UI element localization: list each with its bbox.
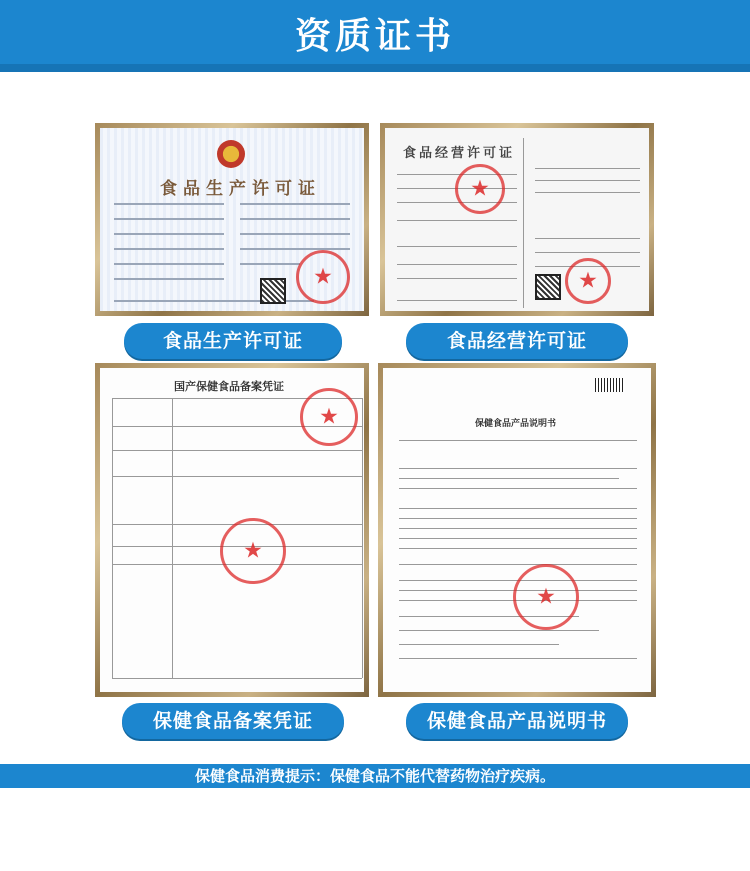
official-seal-icon: ★ bbox=[296, 250, 350, 304]
decor-line bbox=[240, 218, 350, 220]
decor-line bbox=[399, 488, 637, 489]
decor-line bbox=[397, 278, 517, 279]
decor-line bbox=[397, 220, 517, 221]
top-banner bbox=[0, 0, 750, 72]
decor-line bbox=[399, 548, 637, 549]
certificate-frame-production-license[interactable] bbox=[95, 123, 369, 316]
decor-line bbox=[397, 264, 517, 265]
table-border bbox=[112, 476, 362, 477]
decor-line bbox=[114, 203, 224, 205]
decor-line bbox=[397, 246, 517, 247]
barcode-icon bbox=[595, 378, 625, 392]
decor-line bbox=[399, 518, 637, 519]
table-border bbox=[112, 398, 113, 678]
official-seal-icon: ★ bbox=[455, 164, 505, 214]
business-license-image bbox=[385, 128, 649, 311]
official-seal-icon: ★ bbox=[513, 564, 579, 630]
decor-line bbox=[535, 252, 640, 253]
filing-certificate-label: 保健食品备案凭证 bbox=[122, 703, 344, 739]
certificate-frame-filing-certificate[interactable] bbox=[95, 363, 369, 697]
table-border bbox=[112, 450, 362, 451]
decor-line bbox=[399, 538, 637, 539]
decor-line bbox=[240, 233, 350, 235]
decor-line bbox=[535, 192, 640, 193]
production-license-label: 食品生产许可证 bbox=[124, 323, 342, 359]
decor-line bbox=[399, 564, 637, 565]
filing-certificate-image bbox=[100, 368, 364, 692]
qr-code-icon bbox=[260, 278, 286, 304]
table-border bbox=[362, 398, 363, 678]
divider-line bbox=[523, 138, 524, 308]
banner-shade bbox=[0, 64, 750, 72]
decor-line bbox=[535, 238, 640, 239]
decor-line bbox=[114, 233, 224, 235]
decor-line bbox=[114, 278, 224, 280]
national-emblem-icon bbox=[217, 140, 245, 168]
decor-line bbox=[535, 180, 640, 181]
product-manual-label: 保健食品产品说明书 bbox=[406, 703, 628, 739]
business-license-heading: 食品经营许可证 bbox=[403, 146, 516, 161]
decor-line bbox=[399, 644, 559, 645]
decor-line bbox=[240, 263, 300, 265]
table-border bbox=[112, 678, 362, 679]
filing-certificate-heading: 国产保健食品备案凭证 bbox=[174, 380, 284, 393]
table-border bbox=[172, 398, 173, 678]
decor-line bbox=[399, 478, 619, 479]
product-manual-heading: 保健食品产品说明书 bbox=[475, 419, 557, 429]
certificate-frame-product-manual[interactable] bbox=[378, 363, 656, 697]
decor-line bbox=[399, 440, 637, 441]
product-manual-image bbox=[383, 368, 651, 692]
decor-line bbox=[535, 168, 640, 169]
decor-line bbox=[399, 468, 637, 469]
decor-line bbox=[399, 630, 599, 631]
production-license-image bbox=[100, 128, 364, 311]
qr-code-icon bbox=[535, 274, 561, 300]
official-seal-icon: ★ bbox=[565, 258, 611, 304]
decor-line bbox=[399, 528, 637, 529]
official-seal-icon: ★ bbox=[220, 518, 286, 584]
certificate-frame-business-license[interactable] bbox=[380, 123, 654, 316]
decor-line bbox=[399, 658, 637, 659]
decor-line bbox=[397, 300, 517, 301]
business-license-label: 食品经营许可证 bbox=[406, 323, 628, 359]
decor-line bbox=[240, 203, 350, 205]
decor-line bbox=[114, 248, 224, 250]
official-seal-icon: ★ bbox=[300, 388, 358, 446]
decor-line bbox=[240, 248, 350, 250]
decor-line bbox=[399, 508, 637, 509]
page-title: 资质证书 bbox=[294, 16, 455, 57]
consumer-notice-bar bbox=[0, 764, 750, 788]
consumer-notice-text: 保健食品消费提示：保健食品不能代替药物治疗疾病。 bbox=[194, 767, 555, 785]
decor-line bbox=[114, 263, 224, 265]
production-license-heading: 食品生产许可证 bbox=[160, 179, 321, 199]
decor-line bbox=[114, 218, 224, 220]
